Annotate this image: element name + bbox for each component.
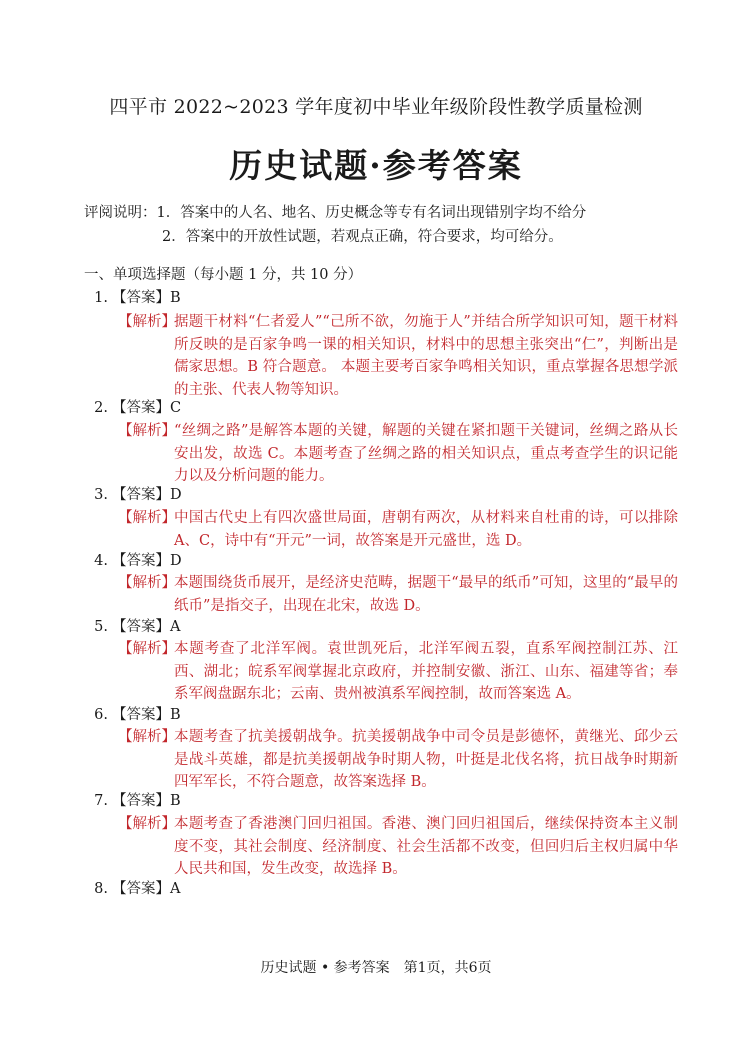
explain-label: 【解析】 [118, 729, 176, 745]
answer-value: B [170, 707, 181, 723]
explain-text: 本题考查了北洋军阀。袁世凯死后，北洋军阀五裂，直系军阀控制江苏、江西、湖北；皖系军阀掌握北京政府，并控制安徽、浙江、山东、福建等省；奉系军阀盘踞东北；云南、贵州被滇系军阀控制，故而答案选 A。 [174, 641, 678, 702]
explain-label: 【解析】 [118, 314, 176, 330]
answer-label: 【答案】 [112, 553, 170, 569]
question-number: 8. [94, 881, 108, 897]
grading-note-1: 评阅说明：1．答案中的人名、地名、历史概念等专有名词出现错别字均不给分 [84, 205, 587, 221]
answer-label: 【答案】 [112, 400, 170, 416]
explain-text: 据题干材料“仁者爱人”“己所不欲，勿施于人”并结合所学知识可知，题干材料所反映的是百家争鸣一课的相关知识，材料中的思想主张突出“仁”，判断出是儒家思想。B 符合题意。 本题主要考百家争鸣相关知识，重点掌握各思想学派的主张、代表人物等知识。 [174, 314, 678, 398]
answer-label: 【答案】 [112, 881, 170, 897]
answer-value: A [170, 619, 181, 635]
answer-value: A [170, 881, 181, 897]
grading-note-2: 2．答案中的开放性试题，若观点正确，符合要求，均可给分。 [162, 229, 563, 245]
question-1-explanation [118, 311, 678, 401]
question-4-answer [84, 550, 182, 572]
question-6-answer [84, 704, 181, 726]
question-5-answer [84, 616, 180, 638]
answer-value: B [170, 290, 181, 306]
explain-label: 【解析】 [118, 423, 176, 439]
answer-label: 【答案】 [112, 487, 170, 503]
question-number: 1. [94, 290, 108, 306]
question-4-explanation [118, 572, 678, 617]
question-8-answer [84, 878, 180, 900]
question-1-answer [84, 287, 181, 309]
explain-label: 【解析】 [118, 641, 176, 657]
question-7-explanation [118, 813, 678, 881]
question-number: 2. [94, 400, 108, 416]
question-7-answer [84, 790, 181, 812]
question-3-explanation [118, 507, 678, 552]
answer-value: B [170, 793, 181, 809]
question-2-explanation [118, 420, 678, 488]
page-title: 历史试题·参考答案 [229, 146, 523, 185]
question-number: 6. [94, 707, 108, 723]
explain-label: 【解析】 [118, 510, 176, 526]
answer-value: C [170, 400, 182, 416]
answer-value: D [170, 487, 182, 503]
question-number: 4. [94, 553, 108, 569]
explain-text: 本题考查了香港澳门回归祖国。香港、澳门回归祖国后，继续保持资本主义制度不变，其社会制度、经济制度、社会生活都不改变，但回归后主权归属中华人民共和国，发生改变，故选择 B。 [174, 816, 678, 877]
question-number: 7. [94, 793, 108, 809]
explain-text: 本题围绕货币展开，是经济史范畴，据题干“最早的纸币”可知，这里的“最早的纸币”是指交子，出现在北宋，故选 D。 [174, 575, 678, 614]
explain-text: 中国古代史上有四次盛世局面，唐朝有两次，从材料来自杜甫的诗，可以排除 A、C，诗中有“开元”一词，故答案是开元盛世，选 D。 [174, 510, 678, 549]
exam-subtitle: 四平市 2022~2023 学年度初中毕业年级阶段性教学质量检测 [109, 96, 643, 118]
answer-label: 【答案】 [112, 707, 170, 723]
answer-value: D [170, 553, 182, 569]
question-2-answer [84, 397, 181, 419]
explain-label: 【解析】 [118, 816, 176, 832]
page-footer: 历史试题 • 参考答案 第1页，共6页 [260, 960, 492, 976]
question-3-answer [84, 484, 182, 506]
answer-label: 【答案】 [112, 793, 170, 809]
section-title: 一、单项选择题（每小题 1 分，共 10 分） [84, 267, 363, 283]
explain-text: “丝绸之路”是解答本题的关键，解题的关键在紧扣题干关键词，丝绸之路从长安出发，故选 C。本题考查了丝绸之路的相关知识点，重点考查学生的识记能力以及分析问题的能力。 [174, 423, 678, 484]
answer-label: 【答案】 [112, 290, 170, 306]
explain-text: 本题考查了抗美援朝战争。抗美援朝战争中司令员是彭德怀，黄继光、邱少云是战斗英雄，都是抗美援朝战争时期人物，叶挺是北伐名将，抗日战争时期新四军军长，不符合题意，故答案选择 B。 [174, 729, 678, 790]
question-6-explanation [118, 726, 678, 794]
question-5-explanation [118, 638, 678, 706]
question-number: 5. [94, 619, 108, 635]
question-number: 3. [94, 487, 108, 503]
explain-label: 【解析】 [118, 575, 176, 591]
answer-label: 【答案】 [112, 619, 170, 635]
